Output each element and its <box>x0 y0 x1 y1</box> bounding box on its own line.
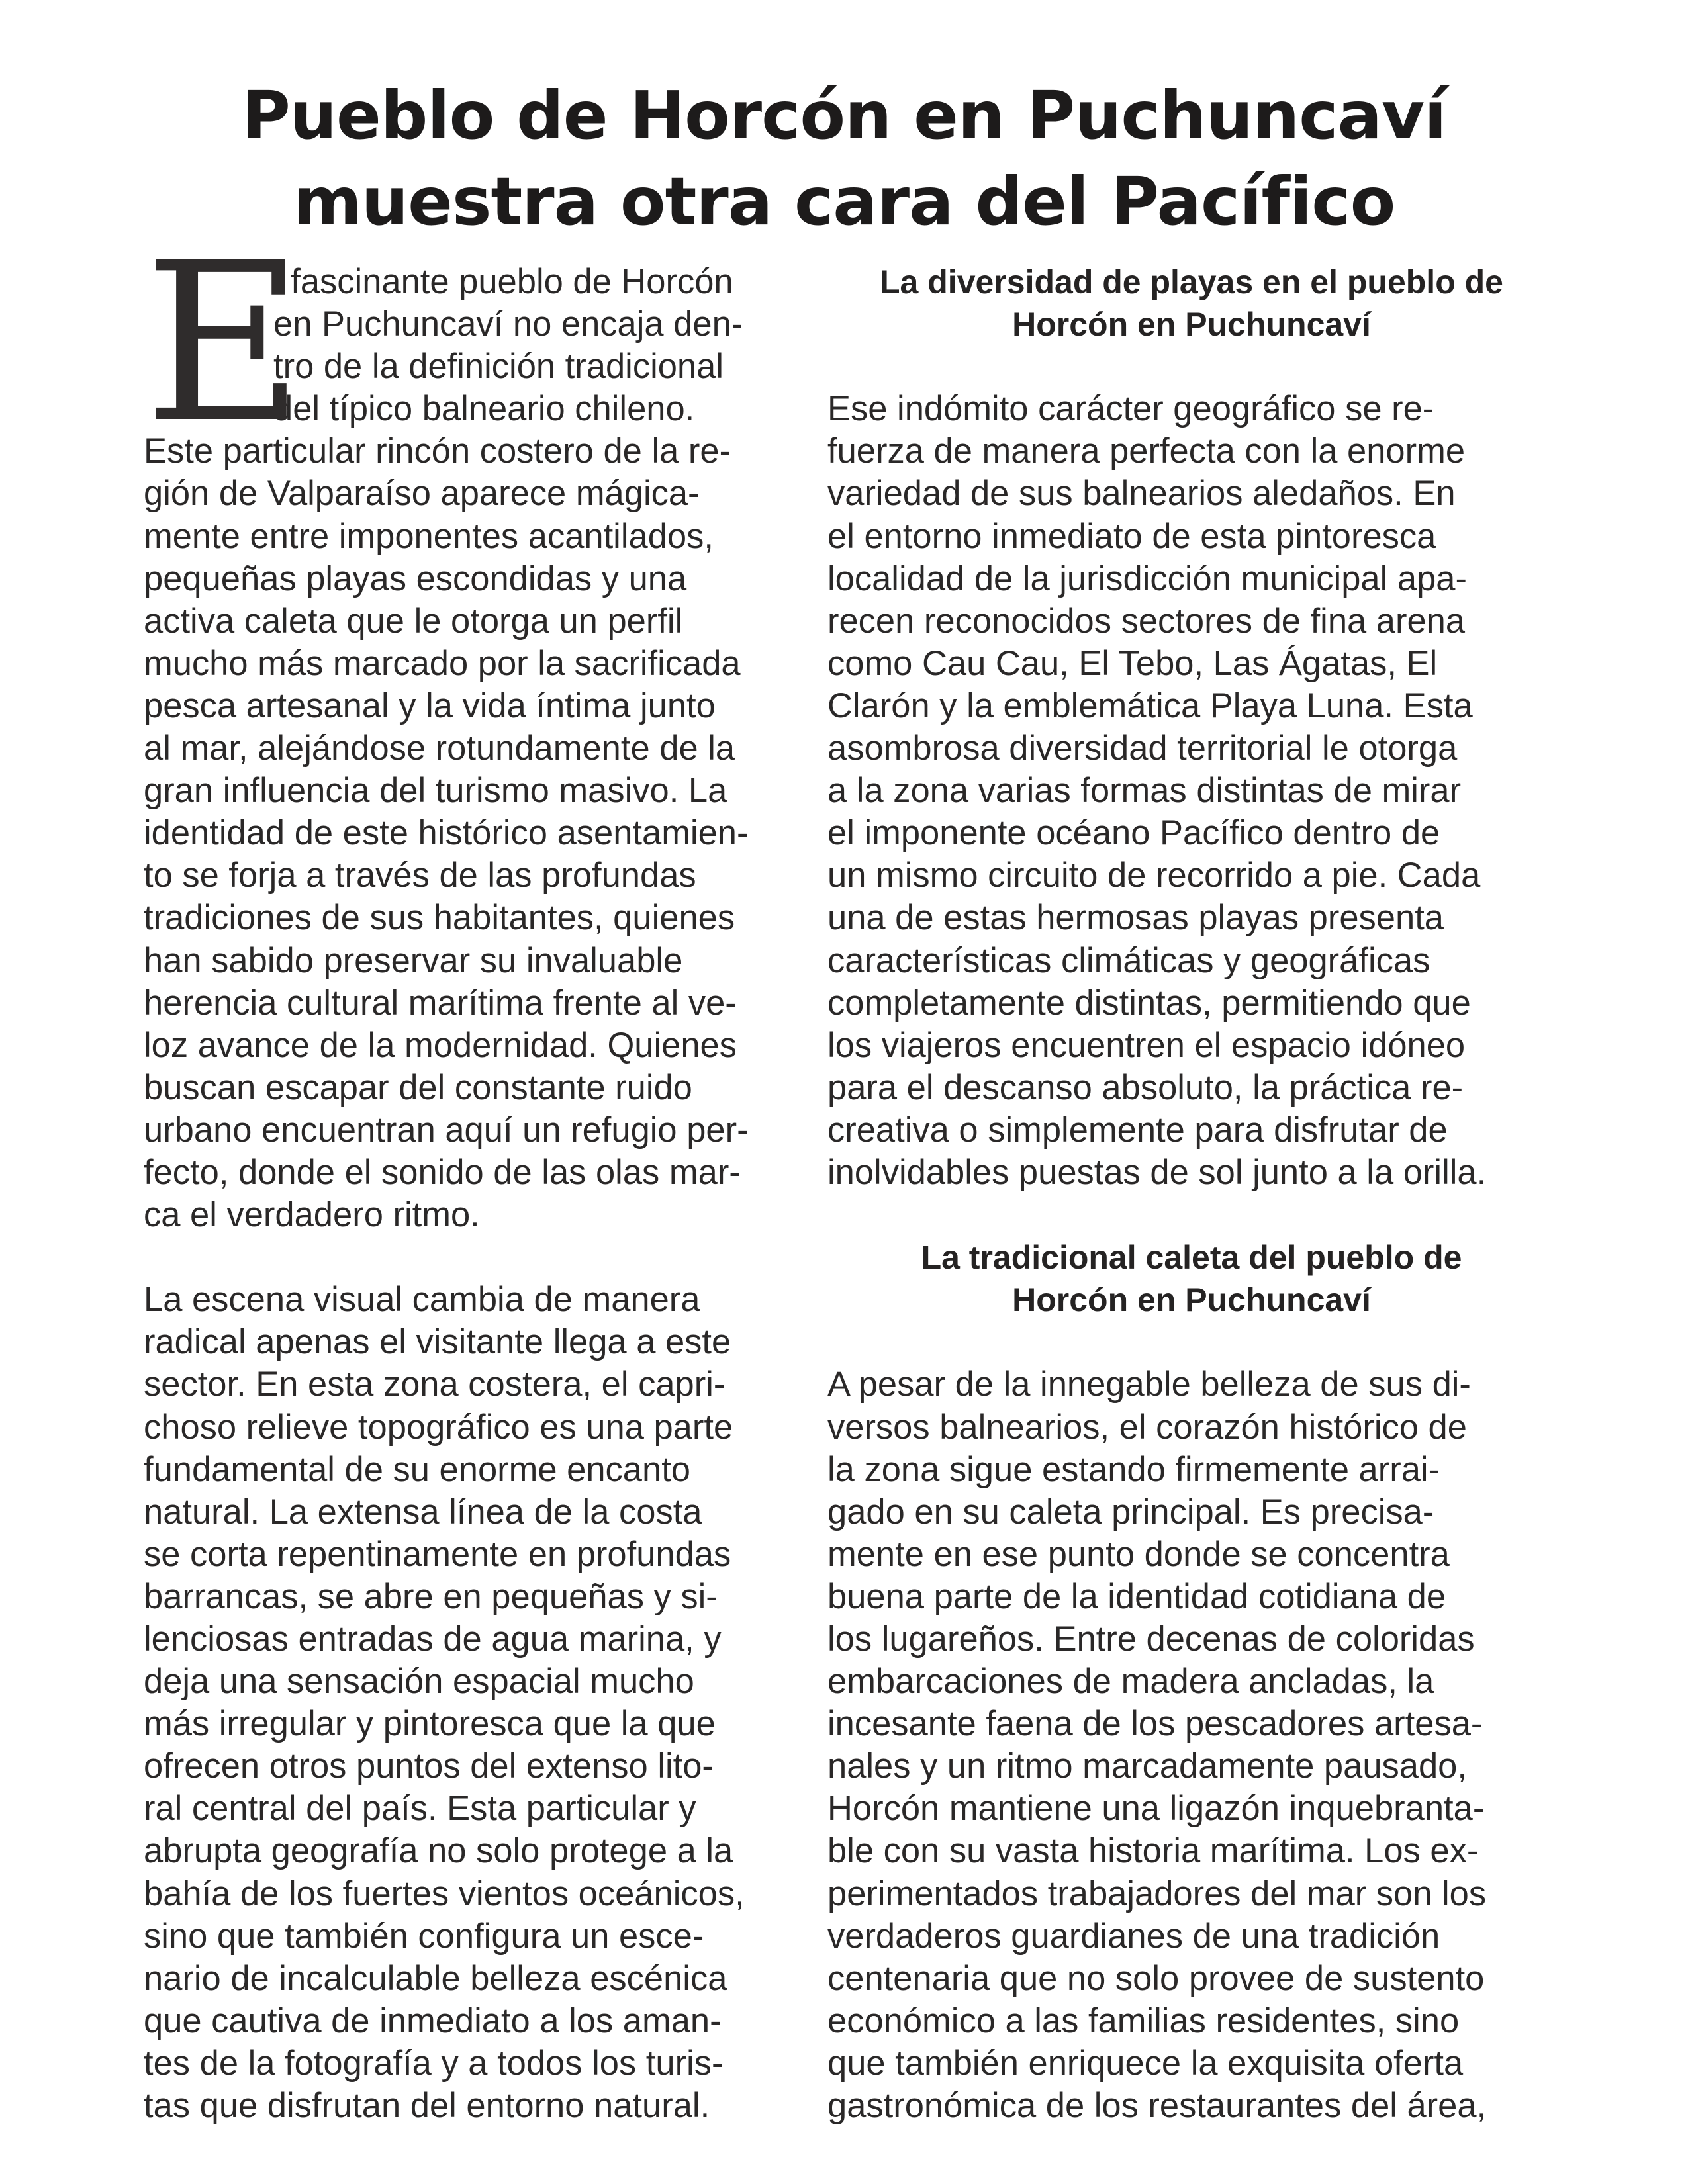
text-line: Clarón y la emblemática Playa Luna. Esta <box>827 686 1473 725</box>
text-line: gión de Valparaíso aparece mágica- <box>144 474 700 514</box>
text-line: que también enriquece la exquisita oferta <box>827 2043 1464 2083</box>
text-line: ble con su vasta historia marítima. Los ex- <box>827 1831 1479 1871</box>
text-line: del típico balneario chileno. <box>273 389 695 429</box>
text-line: el entorno inmediato de esta pintoresca <box>827 516 1436 556</box>
text-line: en Puchuncaví no encaja den- <box>273 304 743 344</box>
text-line: herencia cultural marítima frente al ve- <box>144 983 737 1023</box>
text-line: más irregular y pintoresca que la que <box>144 1704 716 1744</box>
text-line: buscan escapar del constante ruido <box>144 1068 692 1107</box>
text-line: mucho más marcado por la sacrificada <box>144 643 741 683</box>
text-line: pesca artesanal y la vida íntima junto <box>144 686 716 725</box>
text-line: nario de incalculable belleza escénica <box>144 1958 727 1998</box>
text-line: al mar, alejándose rotundamente de la <box>144 729 735 768</box>
text-line: perimentados trabajadores del mar son los <box>827 1874 1487 1913</box>
text-line: embarcaciones de madera ancladas, la <box>827 1662 1434 1702</box>
text-line: características climáticas y geográficas <box>827 940 1430 980</box>
text-line: identidad de este histórico asentamien- <box>144 813 749 853</box>
text-line: la zona sigue estando firmemente arrai- <box>827 1449 1440 1489</box>
text-line: bahía de los fuertes vientos oceánicos, <box>144 1874 745 1913</box>
text-line: gastronómica de los restaurantes del área, <box>827 2086 1487 2126</box>
text-line: a la zona varias formas distintas de mirar <box>827 771 1462 811</box>
text-line: abrupta geografía no solo protege a la <box>144 1831 733 1871</box>
text-line: gado en su caleta principal. Es precisa- <box>827 1492 1434 1531</box>
text-line: tradiciones de sus habitantes, quienes <box>144 898 735 938</box>
text-line: to se forja a través de las profundas <box>144 856 696 895</box>
text-line: radical apenas el visitante llega a este <box>144 1322 731 1362</box>
right-column <box>827 261 1556 2127</box>
text-line: como Cau Cau, El Tebo, Las Ágatas, El <box>827 643 1438 683</box>
text-line: tas que disfrutan del entorno natural. <box>144 2086 710 2126</box>
section-heading: La tradicional caleta del pueblo de <box>921 1239 1462 1277</box>
title-line: Pueblo de Horcón en Puchuncaví <box>242 77 1446 154</box>
text-line: inolvidables puestas de sol junto a la orilla. <box>827 1152 1487 1192</box>
text-line: Este particular rincón costero de la re- <box>144 432 731 471</box>
paragraph-gap <box>827 1321 1556 1363</box>
text-line: Horcón mantiene una ligazón inquebranta- <box>827 1789 1485 1829</box>
text-line: incesante faena de los pescadores artesa- <box>827 1704 1483 1744</box>
text-line: gran influencia del turismo masivo. La <box>144 771 727 811</box>
text-line: ca el verdadero ritmo. <box>144 1195 480 1235</box>
text-line: fundamental de su enorme encanto <box>144 1449 690 1489</box>
text-line: La escena visual cambia de manera <box>144 1280 700 1320</box>
text-line: mente en ese punto donde se concentra <box>827 1534 1450 1574</box>
text-line: centenaria que no solo provee de sustento <box>827 1958 1485 1998</box>
text-line: sino que también configura un esce- <box>144 1916 704 1956</box>
text-line: pequeñas playas escondidas y una <box>144 559 687 598</box>
text-line: ral central del país. Esta particular y <box>144 1789 696 1829</box>
text-line: tro de la definición tradicional <box>273 347 724 387</box>
paragraph-gap <box>827 345 1556 388</box>
text-line: l fascinante pueblo de Horcón <box>273 262 733 301</box>
text-line: sector. En esta zona costera, el capri- <box>144 1365 726 1404</box>
text-line: asombrosa diversidad territorial le otorga <box>827 729 1458 768</box>
text-line: barrancas, se abre en pequeñas y si- <box>144 1576 718 1616</box>
text-line: choso relieve topográfico es una parte <box>144 1407 733 1447</box>
section-heading: Horcón en Puchuncaví <box>1012 1281 1371 1319</box>
drop-cap: E <box>144 216 305 471</box>
text-line: activa caleta que le otorga un perfil <box>144 601 683 641</box>
text-line: los viajeros encuentren el espacio idóneo <box>827 1025 1466 1065</box>
text-line: se corta repentinamente en profundas <box>144 1534 731 1574</box>
text-line: económico a las familias residentes, sino <box>827 2001 1460 2040</box>
section-heading: Horcón en Puchuncaví <box>1012 306 1371 343</box>
text-line: han sabido preservar su invaluable <box>144 940 683 980</box>
text-line: localidad de la jurisdicción municipal apa- <box>827 559 1467 598</box>
text-line: ofrecen otros puntos del extenso lito- <box>144 1747 714 1786</box>
text-line: mente entre imponentes acantilados, <box>144 516 714 556</box>
paragraph-gap <box>827 1194 1556 1236</box>
text-line: un mismo circuito de recorrido a pie. Cada <box>827 856 1481 895</box>
text-line: verdaderos guardianes de una tradición <box>827 1916 1440 1956</box>
text-line: los lugareños. Entre decenas de coloridas <box>827 1619 1475 1659</box>
text-line: creativa o simplemente para disfrutar de <box>827 1110 1448 1150</box>
section-heading: La diversidad de playas en el pueblo de <box>880 263 1503 300</box>
text-line: completamente distintas, permitiendo que <box>827 983 1471 1023</box>
text-line: el imponente océano Pacífico dentro de <box>827 813 1440 853</box>
text-line: lenciosas entradas de agua marina, y <box>144 1619 722 1659</box>
text-line: Ese indómito carácter geográfico se re- <box>827 389 1434 429</box>
text-line: tes de la fotografía y a todos los turis- <box>144 2043 724 2083</box>
text-line: deja una sensación espacial mucho <box>144 1662 694 1702</box>
text-line: A pesar de la innegable belleza de sus di- <box>827 1365 1471 1404</box>
left-column <box>144 216 776 2127</box>
text-line: nales y un ritmo marcadamente pausado, <box>827 1747 1467 1786</box>
title-line: muestra otra cara del Pacífico <box>293 163 1395 240</box>
text-line: una de estas hermosas playas presenta <box>827 898 1444 938</box>
text-line: fecto, donde el sonido de las olas mar- <box>144 1152 741 1192</box>
text-line: urbano encuentran aquí un refugio per- <box>144 1110 749 1150</box>
text-line: versos balnearios, el corazón histórico de <box>827 1407 1467 1447</box>
text-line: fuerza de manera perfecta con la enorme <box>827 432 1466 471</box>
article-title <box>199 73 1489 245</box>
paragraph-gap <box>144 1236 776 1279</box>
text-line: para el descanso absoluto, la práctica re- <box>827 1068 1464 1107</box>
text-line: buena parte de la identidad cotidiana de <box>827 1576 1446 1616</box>
text-line: natural. La extensa línea de la costa <box>144 1492 702 1531</box>
text-line: loz avance de la modernidad. Quienes <box>144 1025 737 1065</box>
text-line: variedad de sus balnearios aledaños. En <box>827 474 1456 514</box>
text-line: recen reconocidos sectores de fina arena <box>827 601 1466 641</box>
text-line: que cautiva de inmediato a los aman- <box>144 2001 722 2040</box>
